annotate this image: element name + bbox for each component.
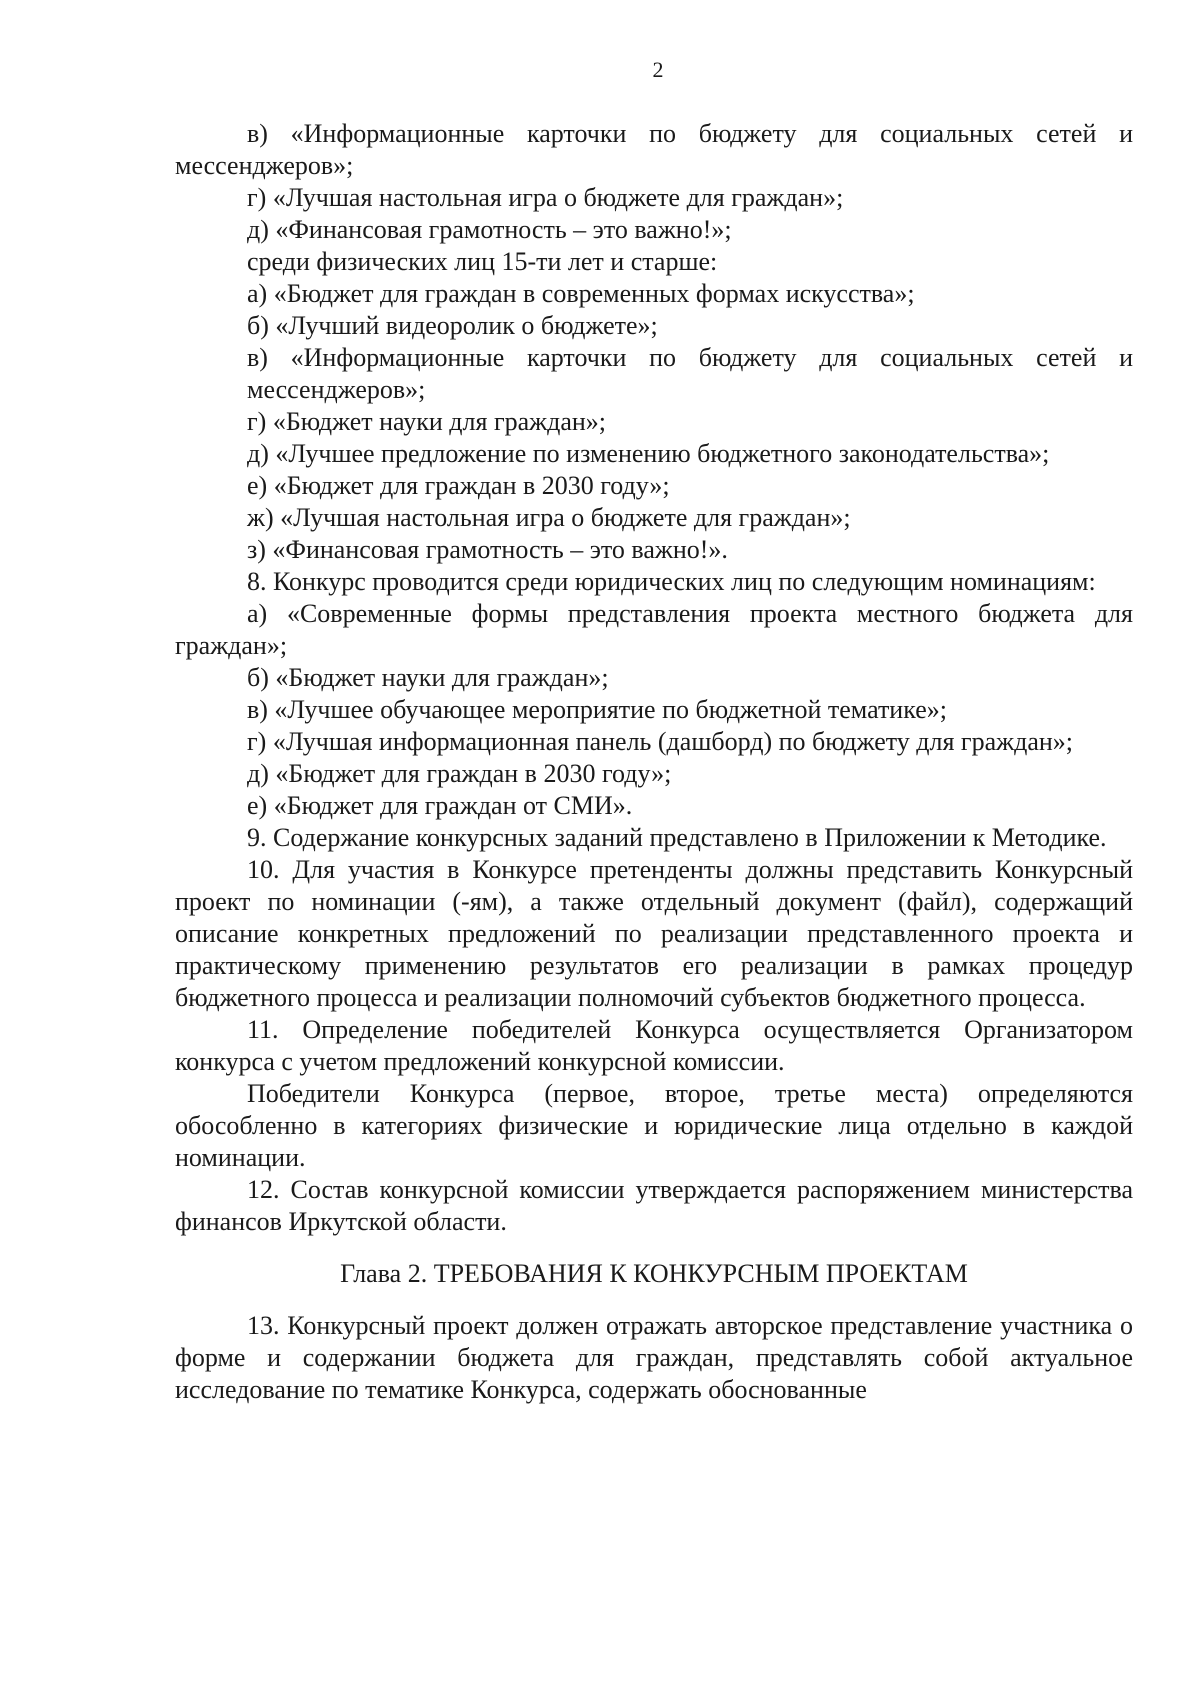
list-item: е) «Бюджет для граждан от СМИ». — [247, 791, 633, 820]
list-item: г) «Лучшая информационная панель (дашборд) по бюджету для граждан»; — [247, 727, 1074, 756]
paragraph: среди физических лиц 15-ти лет и старше: — [247, 247, 718, 276]
paragraph: 13. Конкурсный проект должен отражать авторское представление участника о форме и содержании бюджета для граждан, представлять собой актуальное исследование по тематике Конкурса, содержать обоснованные — [175, 1311, 1133, 1404]
list-item: в) «Лучшее обучающее мероприятие по бюджетной тематике»; — [247, 695, 947, 724]
paragraph: 8. Конкурс проводится среди юридических лиц по следующим номинациям: — [247, 567, 1096, 596]
list-item: б) «Бюджет науки для граждан»; — [247, 663, 609, 692]
paragraph: 9. Содержание конкурсных заданий представлено в Приложении к Методике. — [247, 823, 1107, 852]
paragraph: Победители Конкурса (первое, второе, третье места) определяются обособленно в категориях физические и юридические лица отдельно в каждой номинации. — [175, 1079, 1133, 1172]
list-item: в) «Информационные карточки по бюджету для социальных сетей и мессенджеров»; — [247, 343, 1133, 404]
paragraph: в) «Информационные карточки по бюджету для социальных сетей и мессенджеров»; — [175, 119, 1133, 180]
list-item: д) «Бюджет для граждан в 2030 году»; — [247, 759, 672, 788]
paragraph: 10. Для участия в Конкурсе претенденты должны представить Конкурсный проект по номинации (-ям), а также отдельный документ (файл), содержащий описание конкретных предложений по реализации представленного проекта и практическому применению результатов его реализации в рамках процедур бюджетного процесса и реализации полномочий субъектов бюджетного процесса. — [175, 855, 1133, 1012]
paragraph: 11. Определение победителей Конкурса осуществляется Организатором конкурса с учетом предложений конкурсной комиссии. — [175, 1015, 1133, 1076]
page-number: 2 — [652, 57, 664, 82]
list-item: г) «Лучшая настольная игра о бюджете для граждан»; — [247, 183, 844, 212]
list-item: д) «Лучшее предложение по изменению бюджетного законодательства»; — [247, 439, 1050, 468]
list-item: г) «Бюджет науки для граждан»; — [247, 407, 607, 436]
list-item: е) «Бюджет для граждан в 2030 году»; — [247, 471, 670, 500]
list-item: з) «Финансовая грамотность – это важно!». — [247, 535, 728, 564]
chapter-heading: Глава 2. ТРЕБОВАНИЯ К КОНКУРСНЫМ ПРОЕКТАМ — [340, 1259, 968, 1288]
paragraph: 12. Состав конкурсной комиссии утверждается распоряжением министерства финансов Иркутской области. — [175, 1175, 1133, 1236]
list-item: б) «Лучший видеоролик о бюджете»; — [247, 311, 658, 340]
list-item: а) «Современные формы представления проекта местного бюджета для граждан»; — [175, 599, 1133, 660]
list-item: д) «Финансовая грамотность – это важно!»; — [247, 215, 732, 244]
list-item: ж) «Лучшая настольная игра о бюджете для граждан»; — [247, 503, 851, 532]
list-item: а) «Бюджет для граждан в современных формах искусства»; — [247, 279, 915, 308]
document-page — [175, 58, 1133, 1406]
